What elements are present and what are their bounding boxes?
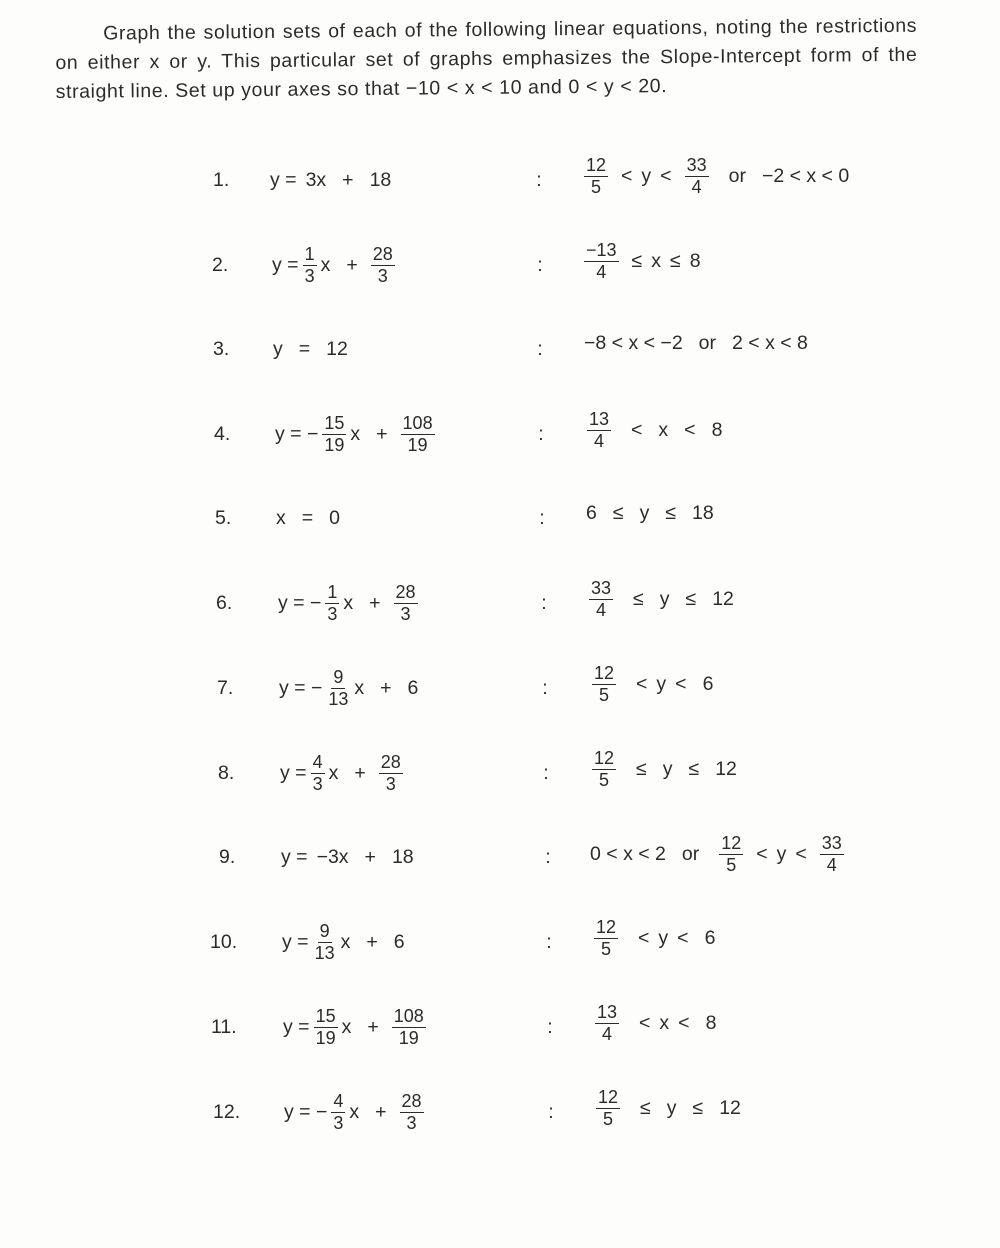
problem-number: 5. xyxy=(215,506,232,529)
fraction xyxy=(379,753,403,794)
fraction-denominator: 3 xyxy=(327,603,338,624)
math-token: < xyxy=(631,418,643,441)
problem-row xyxy=(0,237,1000,293)
fraction xyxy=(400,1092,424,1133)
problem-row xyxy=(0,745,1000,801)
problem-number: 2. xyxy=(212,253,229,276)
problem-equation xyxy=(273,321,348,377)
fraction xyxy=(313,922,337,963)
math-token: < xyxy=(636,672,648,695)
math-token: < xyxy=(678,1011,690,1034)
problem-number: 8. xyxy=(218,761,235,784)
math-token: x xyxy=(328,761,339,784)
math-token: 18 xyxy=(391,845,414,868)
math-token: −8 < x < −2 xyxy=(584,331,683,354)
problem-equation xyxy=(283,999,430,1055)
separator-colon: : xyxy=(539,506,545,529)
equation-lhs: y = xyxy=(270,168,297,191)
math-token: y xyxy=(666,1096,677,1119)
fraction-denominator: 5 xyxy=(601,938,612,959)
fraction-denominator: 3 xyxy=(406,1112,417,1133)
separator-colon: : xyxy=(546,930,552,953)
math-token: x xyxy=(354,676,365,699)
fraction xyxy=(719,834,743,875)
math-token: x xyxy=(659,1011,670,1034)
fraction-numerator: 33 xyxy=(821,832,842,853)
math-token: or xyxy=(681,842,700,865)
problem-row xyxy=(0,914,1000,970)
fraction xyxy=(592,664,616,705)
fraction xyxy=(587,410,611,451)
problem-row xyxy=(0,660,1000,716)
fraction-denominator: 4 xyxy=(602,1023,613,1044)
math-token: + xyxy=(366,930,378,953)
fraction xyxy=(322,414,346,455)
math-token: x xyxy=(276,506,286,529)
problem-equation xyxy=(270,152,391,208)
math-token: y xyxy=(639,501,650,524)
math-token: y xyxy=(662,757,673,780)
fraction-numerator: 28 xyxy=(380,751,401,772)
separator-colon: : xyxy=(543,761,549,784)
fraction xyxy=(685,156,709,197)
math-token: ≤ xyxy=(636,757,647,780)
math-token: ≤ xyxy=(670,249,681,272)
problem-equation xyxy=(276,490,340,546)
math-token: ≤ xyxy=(692,1096,704,1119)
fraction xyxy=(595,1003,619,1044)
fraction-numerator: 108 xyxy=(402,412,433,433)
fraction-denominator: 4 xyxy=(826,854,837,875)
fraction-denominator: 3 xyxy=(400,603,411,624)
math-token: + xyxy=(369,591,381,614)
problem-restriction xyxy=(584,315,808,371)
fraction-denominator: 19 xyxy=(324,434,345,455)
math-token: < xyxy=(639,1011,651,1034)
problem-restriction xyxy=(592,1080,741,1136)
math-token: 12 xyxy=(719,1096,741,1119)
equation-constant: 18 xyxy=(369,168,392,191)
fraction xyxy=(326,668,350,709)
math-token: < xyxy=(684,418,696,441)
math-token: < xyxy=(621,164,633,187)
fraction-numerator: 13 xyxy=(597,1001,618,1022)
math-token: ≤ xyxy=(688,757,700,780)
fraction xyxy=(314,1007,338,1048)
fraction-numerator: 1 xyxy=(304,243,315,264)
fraction-numerator: 15 xyxy=(324,412,345,433)
math-token: 12 xyxy=(712,587,734,610)
fraction xyxy=(371,245,395,286)
problem-row xyxy=(0,829,1000,885)
fraction-numerator: 13 xyxy=(589,408,610,429)
fraction-denominator: 5 xyxy=(599,684,610,705)
math-token: x xyxy=(341,1015,352,1038)
math-token: y xyxy=(641,164,652,187)
fraction-numerator: 1 xyxy=(327,581,338,602)
fraction xyxy=(303,245,317,286)
fraction-numerator: 12 xyxy=(594,662,615,683)
fraction-denominator: 4 xyxy=(691,176,702,197)
math-token: ≤ xyxy=(612,501,624,524)
problem-restriction xyxy=(588,656,713,712)
problem-row xyxy=(0,152,1000,208)
math-token: < xyxy=(660,164,672,187)
separator-colon: : xyxy=(547,1015,553,1038)
separator-colon: : xyxy=(537,253,543,276)
problem-number: 12. xyxy=(213,1100,241,1123)
fraction-denominator: 19 xyxy=(398,1027,419,1048)
fraction-numerator: 4 xyxy=(333,1090,344,1111)
problem-restriction xyxy=(580,148,849,204)
separator-colon: : xyxy=(537,337,543,360)
problem-restriction xyxy=(580,233,701,289)
separator-colon: : xyxy=(545,845,551,868)
math-token: < xyxy=(795,842,807,865)
fraction xyxy=(596,1088,620,1129)
fraction-numerator: 33 xyxy=(591,577,612,598)
fraction xyxy=(592,749,616,790)
math-token: ≤ xyxy=(685,587,697,610)
math-token: y = xyxy=(272,253,299,276)
fraction-numerator: 9 xyxy=(319,920,330,941)
math-token: y xyxy=(656,672,667,695)
problem-equation xyxy=(272,237,399,293)
problem-equation xyxy=(280,745,407,801)
problem-restriction xyxy=(588,741,737,797)
math-token: x xyxy=(350,422,361,445)
problem-number: 1. xyxy=(213,168,230,191)
math-token: 6 xyxy=(393,930,405,953)
math-token: y = xyxy=(282,930,309,953)
problem-equation xyxy=(275,406,439,462)
fraction-denominator: 5 xyxy=(591,176,602,197)
fraction xyxy=(401,414,435,455)
fraction-numerator: 28 xyxy=(401,1090,422,1111)
separator-colon: : xyxy=(538,422,544,445)
math-token: x xyxy=(349,1100,360,1123)
math-token: −3x xyxy=(316,845,349,868)
fraction-denominator: 5 xyxy=(599,769,610,790)
problem-number: 11. xyxy=(211,1015,237,1038)
fraction-denominator: 4 xyxy=(594,430,605,451)
math-token: x xyxy=(651,249,661,272)
fraction-numerator: −13 xyxy=(586,239,617,260)
problem-row xyxy=(0,575,1000,631)
fraction-numerator: 4 xyxy=(312,751,323,772)
math-token: y xyxy=(659,587,670,610)
fraction-numerator: 108 xyxy=(393,1005,424,1026)
problem-restriction xyxy=(590,910,715,966)
math-token: 6 xyxy=(704,926,716,949)
math-token: y = xyxy=(280,761,307,784)
fraction xyxy=(325,583,339,624)
math-token: y = xyxy=(283,1015,310,1038)
problem-row xyxy=(0,1084,1000,1140)
math-token: 8 xyxy=(711,418,723,441)
problem-number: 3. xyxy=(213,337,230,360)
separator-colon: : xyxy=(548,1100,554,1123)
math-token: 2 < x < 8 xyxy=(732,331,808,354)
problem-row xyxy=(0,999,1000,1055)
math-token: + xyxy=(364,845,376,868)
math-token: y xyxy=(273,337,283,360)
fraction-numerator: 12 xyxy=(586,154,607,175)
fraction-denominator: 3 xyxy=(312,773,323,794)
fraction-numerator: 12 xyxy=(596,916,617,937)
math-token: y xyxy=(776,842,787,865)
math-token: 6 xyxy=(407,676,419,699)
math-token: < xyxy=(675,672,687,695)
math-token: = xyxy=(298,337,311,360)
fraction-denominator: 5 xyxy=(726,854,737,875)
problem-restriction xyxy=(586,485,714,541)
instructions-text: Graph the solution sets of each of the following linear equations, noting the restrictions on either x or y. This particular set of graphs emphasizes the Slope-Intercept form of the straight line. Set up your axes so that −10 < x < 10 and 0 < y < 20. xyxy=(55,14,918,103)
math-token: 8 xyxy=(705,1011,717,1034)
math-token: y = − xyxy=(278,591,322,614)
problem-restriction xyxy=(591,995,716,1051)
problem-number: 6. xyxy=(216,591,233,614)
math-token: ≤ xyxy=(633,587,644,610)
fraction-numerator: 12 xyxy=(721,832,742,853)
problem-equation xyxy=(279,660,418,716)
equation-term: 3x xyxy=(305,168,327,191)
fraction-denominator: 3 xyxy=(333,1112,344,1133)
fraction-denominator: 13 xyxy=(328,688,349,709)
math-token: or xyxy=(728,164,746,187)
math-token: + xyxy=(367,1015,379,1038)
problem-number: 7. xyxy=(217,676,234,699)
problem-number: 4. xyxy=(214,422,231,445)
math-token: 6 xyxy=(586,501,597,524)
math-token: −2 < x < 0 xyxy=(761,164,850,187)
fraction xyxy=(584,156,608,197)
math-token: < xyxy=(756,842,768,865)
math-token: 12 xyxy=(326,337,348,360)
math-token: + xyxy=(376,422,388,445)
fraction-numerator: 12 xyxy=(598,1086,619,1107)
separator-colon: : xyxy=(542,676,548,699)
fraction xyxy=(820,834,844,875)
problem-number: 9. xyxy=(219,845,236,868)
fraction-denominator: 4 xyxy=(596,599,607,620)
math-token: 18 xyxy=(692,501,714,524)
fraction-denominator: 3 xyxy=(377,265,388,286)
math-token: 0 xyxy=(329,506,340,529)
problem-restriction xyxy=(583,402,722,458)
fraction-denominator: 3 xyxy=(304,265,315,286)
fraction-denominator: 5 xyxy=(603,1108,614,1129)
equation-operator: + xyxy=(342,168,354,191)
math-token: ≤ xyxy=(665,501,677,524)
problem-row xyxy=(0,490,1000,546)
math-token: + xyxy=(380,676,392,699)
fraction-numerator: 28 xyxy=(395,581,416,602)
math-token: + xyxy=(354,761,366,784)
fraction-numerator: 12 xyxy=(594,747,615,768)
problem-restriction xyxy=(585,571,734,627)
problem-equation xyxy=(282,914,405,970)
fraction-numerator: 28 xyxy=(372,243,393,264)
fraction xyxy=(589,579,613,620)
fraction xyxy=(594,918,618,959)
fraction-denominator: 3 xyxy=(385,773,396,794)
math-token: + xyxy=(375,1100,387,1123)
math-token: < xyxy=(677,926,689,949)
math-token: x xyxy=(340,930,351,953)
fraction-denominator: 19 xyxy=(407,434,428,455)
problem-restriction xyxy=(590,826,848,882)
math-token: 12 xyxy=(715,757,737,780)
math-token: or xyxy=(698,331,717,354)
fraction-denominator: 4 xyxy=(596,261,607,282)
problem-row xyxy=(0,406,1000,462)
math-token: x xyxy=(658,418,669,441)
problem-equation xyxy=(278,575,422,631)
separator-colon: : xyxy=(536,168,542,191)
fraction-numerator: 9 xyxy=(333,666,344,687)
problem-equation xyxy=(284,1084,428,1140)
fraction-numerator: 33 xyxy=(686,154,707,175)
math-token: 8 xyxy=(689,249,701,272)
fraction xyxy=(311,753,325,794)
fraction xyxy=(584,241,619,282)
fraction-denominator: 13 xyxy=(314,942,335,963)
fraction-numerator: 15 xyxy=(315,1005,336,1026)
math-token: y = − xyxy=(279,676,323,699)
instructions-paragraph xyxy=(55,12,918,107)
math-token: x xyxy=(320,253,331,276)
math-token: y = − xyxy=(275,422,319,445)
math-token: y = xyxy=(281,845,308,868)
math-token: y xyxy=(658,926,669,949)
math-token: ≤ xyxy=(640,1096,651,1119)
math-token: x xyxy=(343,591,354,614)
fraction xyxy=(394,583,418,624)
math-token: 6 xyxy=(702,672,714,695)
fraction-denominator: 19 xyxy=(315,1027,336,1048)
fraction xyxy=(392,1007,426,1048)
problem-row xyxy=(0,321,1000,377)
math-token: y = − xyxy=(284,1100,328,1123)
problem-equation xyxy=(281,829,414,885)
math-token: < xyxy=(638,926,650,949)
problem-number: 10. xyxy=(210,930,238,953)
fraction xyxy=(331,1092,345,1133)
math-token: + xyxy=(346,253,358,276)
math-token: 0 < x < 2 xyxy=(590,842,666,865)
math-token: = xyxy=(301,506,314,529)
separator-colon: : xyxy=(541,591,547,614)
math-token: ≤ xyxy=(631,249,643,272)
